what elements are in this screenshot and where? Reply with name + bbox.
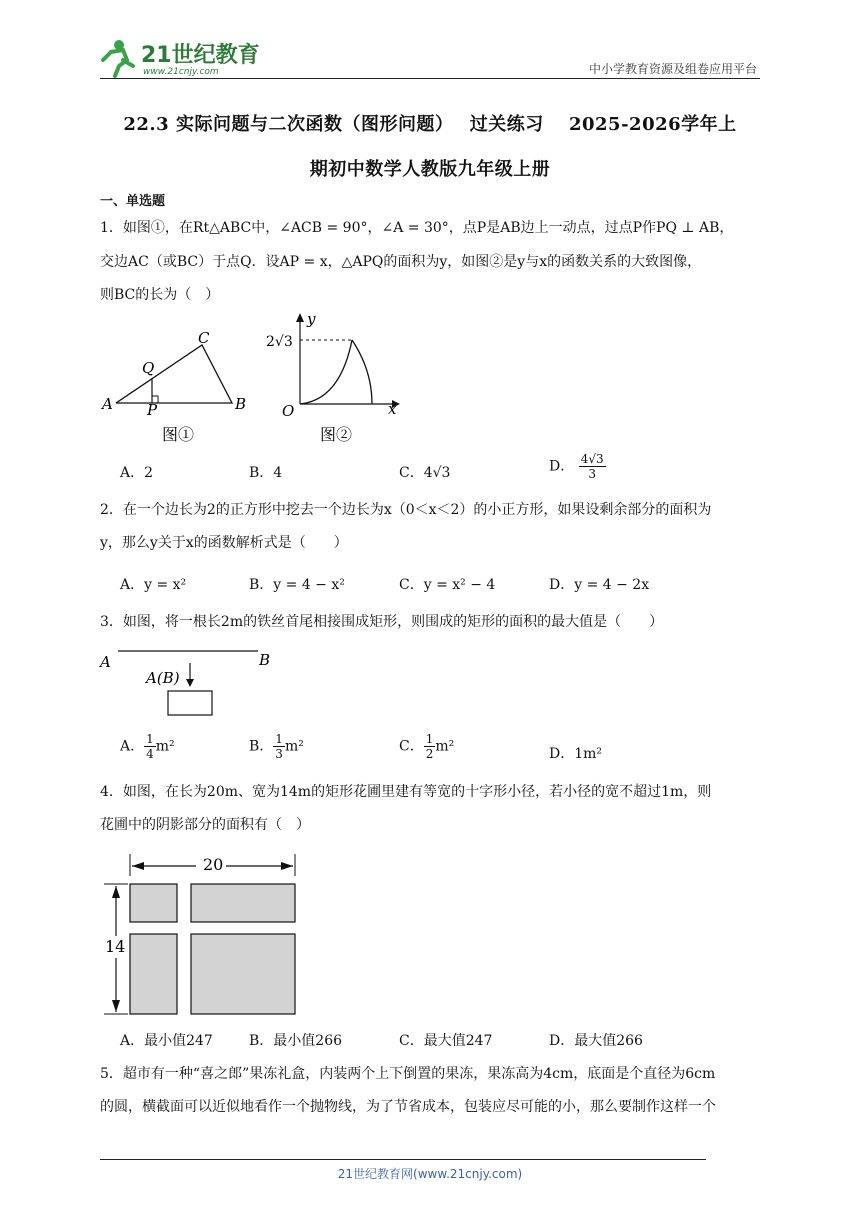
fig2-caption: 图②: [320, 425, 353, 444]
fig1-label-p: P: [147, 401, 158, 419]
q1-figure-2: [260, 310, 410, 454]
q3-option-c-unit: m²: [435, 738, 455, 755]
fig2-label-2root3: 2√3: [266, 334, 293, 350]
q2-option-c[interactable]: C．y = x² − 4: [399, 577, 496, 593]
q5-text-line1: 5．超市有一种“喜之郎”果冻礼盒，内装两个上下倒置的果冻，果冻高为4cm，底面是个直径为6cm: [100, 1066, 716, 1082]
fig1-label-b: B: [235, 395, 247, 413]
q5-text-line2: 的圆，横截面可以近似地看作一个抛物线，为了节省成本，包装应尽可能的小，那么要制作这样一个: [100, 1099, 716, 1115]
q4-option-d[interactable]: D．最大值266: [549, 1033, 643, 1049]
q4-text-line2: 花圃中的阴影部分的面积有（ ）: [100, 817, 310, 833]
q3-fig-label-b: B: [259, 651, 271, 669]
q1-option-a[interactable]: A．2: [120, 465, 154, 481]
q1-text-line3: 则BC的长为（ ）: [100, 287, 220, 303]
q3-text-line1: 3．如图，将一根长2m的铁丝首尾相接围成矩形，则围成的矩形的面积的最大值是（ ）: [100, 614, 664, 630]
page-title-line2: 期初中数学人教版九年级上册: [309, 159, 551, 180]
q3-option-b-den: 3: [275, 747, 283, 761]
q3-fig-label-ab: A(B): [146, 669, 180, 687]
q3-option-b-prefix: B．: [249, 738, 274, 755]
q2-text-line2: y，那么y关于x的函数解析式是（ ）: [100, 535, 348, 551]
q3-option-c-num: 1: [425, 732, 434, 746]
q3-option-a-fraction: [144, 732, 156, 761]
fig1-caption: 图①: [162, 425, 195, 444]
q2-option-d[interactable]: D．y = 4 − 2x: [549, 577, 650, 593]
q3-option-a-den: 4: [146, 747, 154, 761]
q3-figure: [98, 643, 278, 727]
q3-option-b-fraction: [273, 732, 285, 761]
q3-option-c-den: 2: [425, 747, 434, 761]
logo-url: www.21cnjy.com: [143, 67, 219, 77]
q1-option-c[interactable]: C．4√3: [399, 465, 451, 481]
q4-width-label: 20: [203, 855, 224, 874]
q3-fig-label-a: A: [100, 653, 111, 671]
q1-option-d-prefix: D．: [549, 458, 575, 475]
fig1-label-a: A: [102, 395, 113, 413]
footer-divider: [100, 1159, 706, 1160]
q4-option-c[interactable]: C．最大值247: [399, 1033, 493, 1049]
q3-option-a-num: 1: [146, 732, 154, 746]
q3-option-b-unit: m²: [284, 738, 304, 755]
q3-option-d[interactable]: D．1m²: [549, 746, 603, 762]
platform-name: 中小学教育资源及组卷应用平台: [588, 62, 757, 76]
q1-option-d-fraction: [579, 452, 606, 481]
q4-text-line1: 4．如图，在长为20m、宽为14m的矩形花圃里建有等宽的十字形小径，若小径的宽不超过1m，则: [100, 784, 712, 800]
fig2-label-y: y: [307, 310, 316, 328]
q3-option-c-prefix: C．: [399, 738, 424, 755]
q4-figure: [100, 848, 310, 1027]
section-heading: 一、单选题: [100, 194, 166, 209]
q1-figure-1: [100, 325, 260, 454]
q1-option-b[interactable]: B．4: [249, 465, 283, 481]
logo-text: 21世纪教育: [141, 43, 260, 68]
fig1-label-q: Q: [142, 359, 155, 377]
fig2-label-x: x: [388, 400, 397, 418]
footer-link[interactable]: 21世纪教育网(www.21cnjy.com): [337, 1167, 523, 1181]
q1-text-line2: 交边AC（或BC）于点Q．设AP = x，△APQ的面积为y，如图②是y与x的函数关系的大致图像，: [100, 254, 702, 270]
q2-text-line1: 2．在一个边长为2的正方形中挖去一个边长为x（0＜x＜2）的小正方形，如果设剩余部分的面积为: [100, 502, 712, 518]
q2-option-b[interactable]: B．y = 4 − x²: [249, 577, 345, 593]
fig2-label-o: O: [282, 402, 295, 420]
q3-option-c[interactable]: [399, 732, 454, 761]
q2-option-a[interactable]: A．y = x²: [120, 577, 187, 593]
q1-option-d-den: 3: [588, 467, 596, 481]
q3-option-a[interactable]: [120, 732, 175, 761]
q4-option-a[interactable]: A．最小值247: [120, 1033, 213, 1049]
q3-option-a-prefix: A．: [120, 738, 145, 755]
q3-option-b[interactable]: [249, 732, 304, 761]
q1-text-line1: 1．如图①，在Rt△ABC中，∠ACB = 90°，∠A = 30°，点P是AB边上一动点，过点P作PQ ⊥ AB，: [100, 220, 734, 236]
q1-option-d-num: 4√3: [580, 452, 604, 466]
fig1-label-c: C: [198, 329, 210, 347]
q3-option-c-fraction: [424, 732, 436, 761]
q4-option-b[interactable]: B．最小值266: [249, 1033, 343, 1049]
q1-option-d[interactable]: [549, 452, 606, 481]
q4-height-label: 14: [105, 937, 126, 956]
q3-option-a-unit: m²: [155, 738, 175, 755]
header-divider: [100, 78, 760, 79]
page-title-line1: 22.3 实际问题与二次函数（图形问题） 过关练习 2025-2026学年上: [123, 114, 737, 135]
site-logo: [97, 36, 267, 82]
q3-option-b-num: 1: [275, 732, 283, 746]
